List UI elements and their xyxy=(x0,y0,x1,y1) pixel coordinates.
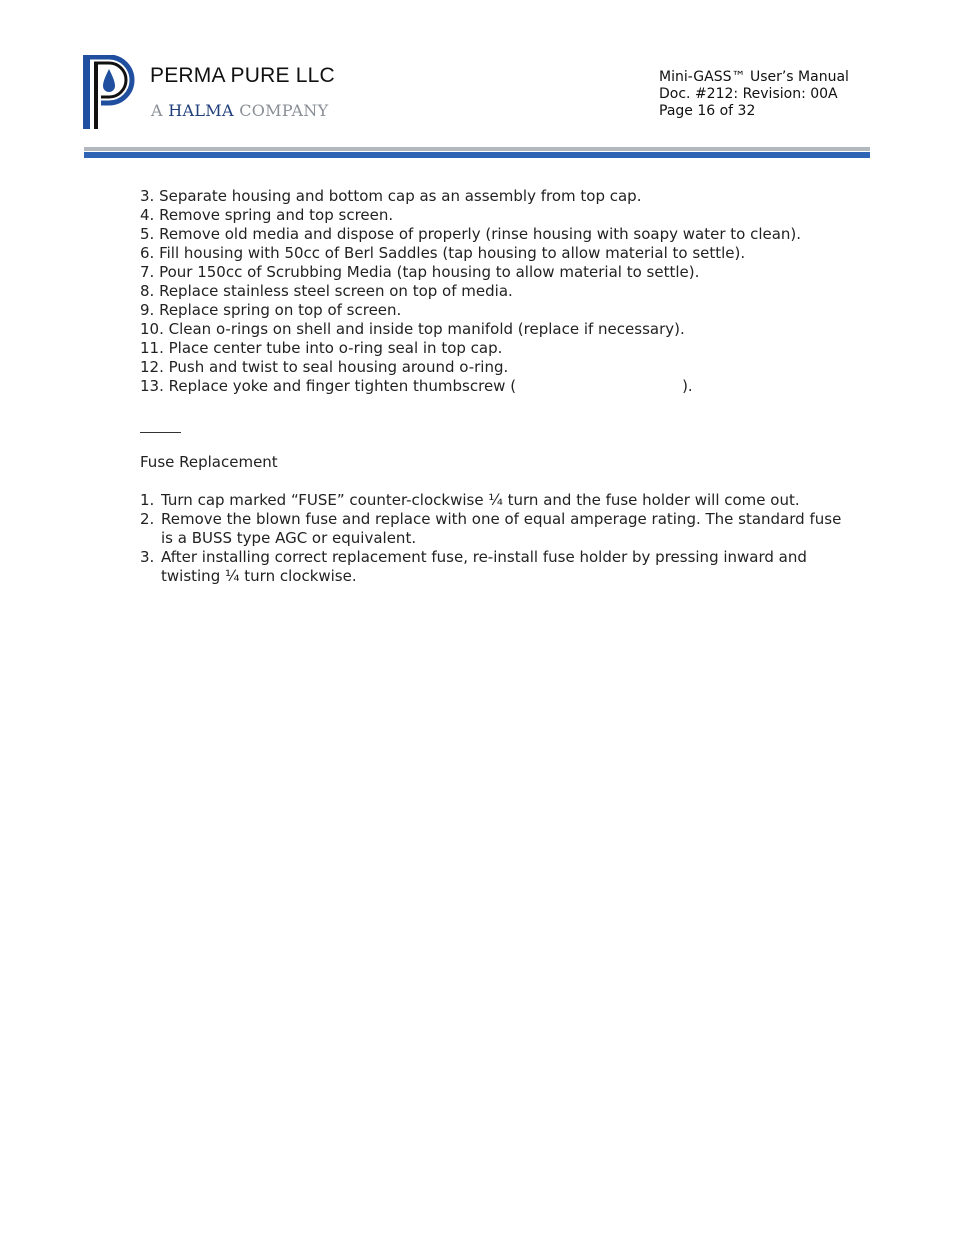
fuse-step-number: 3. xyxy=(140,548,155,566)
company-tagline xyxy=(151,101,328,120)
step-item: 12. Push and twist to seal housing around o-ring. xyxy=(140,358,509,376)
doc-title: Mini-GASS™ User’s Manual xyxy=(659,69,849,85)
doc-number: Doc. #212: Revision: 00A xyxy=(659,86,838,102)
page-number: Page 16 of 32 xyxy=(659,103,756,119)
maintenance-steps xyxy=(140,187,850,396)
step-13-close: ). xyxy=(682,377,693,395)
tagline-prefix: A xyxy=(151,101,169,120)
fuse-step xyxy=(140,510,850,548)
step-13-text: 13. Replace yoke and finger tighten thumbscrew ( xyxy=(140,377,517,395)
tagline-halma: HALMA xyxy=(168,101,234,120)
step-item: 11. Place center tube into o-ring seal in top cap. xyxy=(140,339,503,357)
step-item: 7. Pour 150cc of Scrubbing Media (tap housing to allow material to settle). xyxy=(140,263,700,281)
short-divider xyxy=(140,432,181,433)
step-item: 5. Remove old media and dispose of properly (rinse housing with soapy water to clean). xyxy=(140,225,802,243)
fuse-steps xyxy=(140,491,850,586)
step-item: 8. Replace stainless steel screen on top of media. xyxy=(140,282,513,300)
step-item-13 xyxy=(140,377,850,396)
section-title: Fuse Replacement xyxy=(140,453,278,471)
step-item: 4. Remove spring and top screen. xyxy=(140,206,394,224)
fuse-step xyxy=(140,491,850,510)
header-rule xyxy=(84,147,870,158)
fuse-step-text: After installing correct replacement fuse, re-install fuse holder by pressing inward and twisting ¼ turn clockwise. xyxy=(161,548,807,585)
step-item: 3. Separate housing and bottom cap as an assembly from top cap. xyxy=(140,187,642,205)
perma-pure-logo xyxy=(83,55,135,129)
fuse-step xyxy=(140,548,850,586)
company-name: PERMA PURE LLC xyxy=(150,64,335,87)
step-item: 6. Fill housing with 50cc of Berl Saddles (tap housing to allow material to settle). xyxy=(140,244,746,262)
fuse-step-number: 1. xyxy=(140,491,155,509)
step-item: 10. Clean o-rings on shell and inside top manifold (replace if necessary). xyxy=(140,320,685,338)
fuse-step-number: 2. xyxy=(140,510,155,528)
document-info xyxy=(659,69,849,120)
fuse-step-text: Turn cap marked “FUSE” counter-clockwise ¼ turn and the fuse holder will come out. xyxy=(161,491,800,509)
fuse-step-text: Remove the blown fuse and replace with one of equal amperage rating. The standard fuse is a BUSS type AGC or equivalent. xyxy=(161,510,842,547)
header-rule-blue xyxy=(84,152,870,158)
header-rule-gray xyxy=(84,147,870,151)
page-content xyxy=(140,187,850,586)
tagline-suffix: COMPANY xyxy=(233,101,329,120)
step-item: 9. Replace spring on top of screen. xyxy=(140,301,402,319)
